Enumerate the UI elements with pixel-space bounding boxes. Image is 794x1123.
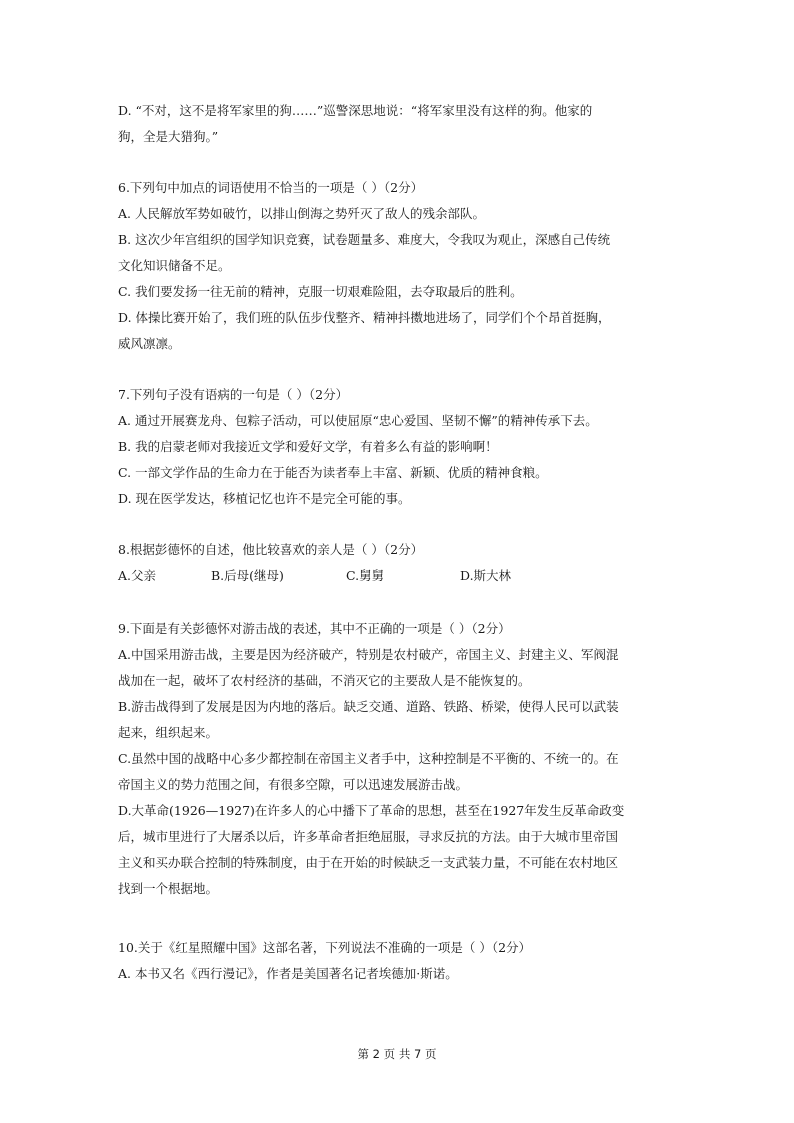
q6-option-a: A. 人民解放军势如破竹，以排山倒海之势歼灭了敌人的残余部队。 <box>118 206 485 221</box>
q9-option-d-line4: 找到一个根据地。 <box>118 881 219 896</box>
q9-option-d-line1: D.大革命(1926—1927)在许多人的心中播下了革命的思想，甚至在1927年发生反革命政变 <box>118 803 625 818</box>
q5-option-d-line1: D. “不对，这不是将军家里的狗……”巡警深思地说：“将军家里没有这样的狗。他家的 <box>118 103 593 118</box>
q9-option-d-line3: 主义和买办联合控制的特殊制度，由于在开始的时候缺乏一支武装力量，不可能在农村地区 <box>118 855 619 870</box>
q9-option-b-line1: B.游击战得到了发展是因为内地的落后。缺乏交通、道路、铁路、桥梁，使得人民可以武装 <box>118 699 619 714</box>
q9-stem: 9.下面是有关彭德怀对游击战的表述，其中不正确的一项是（ ）（2分） <box>118 621 511 636</box>
q8-option-b: B.后母(继母) <box>211 568 284 583</box>
q9-option-a-line2: 战加在一起，破坏了农村经济的基础，不消灭它的主要敌人是不能恢复的。 <box>118 673 531 688</box>
q8-stem: 8.根据彭德怀的自述，他比较喜欢的亲人是（ ）（2分） <box>118 542 424 557</box>
q7-stem: 7.下列句子没有语病的一句是（ ）（2分） <box>118 387 349 402</box>
q9-option-d-line2: 后，城市里进行了大屠杀以后，许多革命者拒绝屈服，寻求反抗的方法。由于大城市里帝国 <box>118 829 619 844</box>
q7-option-c: C. 一部文学作品的生命力在于能否为读者奉上丰富、新颖、优质的精神食粮。 <box>118 465 548 480</box>
q7-option-a: A. 通过开展赛龙舟、包粽子活动，可以使屈原“忠心爱国、坚韧不懈”的精神传承下去。 <box>118 413 598 428</box>
q7-option-d: D. 现在医学发达，移植记忆也许不是完全可能的事。 <box>118 491 411 506</box>
q6-option-b-line2: 文化知识储备不足。 <box>118 258 231 273</box>
q5-option-d-line2: 狗，全是大猎狗。” <box>118 129 219 144</box>
q9-option-c-line2: 帝国主义的势力范围之间，有很多空隙，可以迅速发展游击战。 <box>118 777 469 792</box>
q8-option-a: A.父亲 <box>118 568 157 583</box>
q9-option-c-line1: C.虽然中国的战略中心多少都控制在帝国主义者手中，这种控制是不平衡的、不统一的。在 <box>118 751 619 766</box>
q6-option-d-line1: D. 体操比赛开始了，我们班的队伍步伐整齐、精神抖擞地进场了，同学们个个昂首挺胸， <box>118 310 611 325</box>
q7-option-b: B. 我的启蒙老师对我接近文学和爱好文学，有着多么有益的影响啊！ <box>118 439 498 454</box>
q8-option-d: D.斯大林 <box>460 568 512 583</box>
q9-option-a-line1: A.中国采用游击战，主要是因为经济破产，特别是农村破产，帝国主义、封建主义、军阀混 <box>118 647 619 662</box>
q10-stem: 10.关于《红星照耀中国》这部名著，下列说法不准确的一项是（ ）（2分） <box>118 940 532 955</box>
q6-option-c: C. 我们要发扬一往无前的精神，克服一切艰难险阻，去夺取最后的胜利。 <box>118 284 523 299</box>
q6-option-b-line1: B. 这次少年宫组织的国学知识竞赛，试卷题量多、难度大，令我叹为观止，深感自己传统 <box>118 232 611 247</box>
q6-option-d-line2: 威风凛凛。 <box>118 336 181 351</box>
q10-option-a: A. 本书又名《西行漫记》，作者是美国著名记者埃德加·斯诺。 <box>118 966 458 981</box>
q8-option-c: C.舅舅 <box>346 568 385 583</box>
q6-stem: 6.下列句中加点的词语使用不恰当的一项是（ ）（2分） <box>118 180 424 195</box>
q9-option-b-line2: 起来，组织起来。 <box>118 725 219 740</box>
page-footer: 第 2 页 共 7 页 <box>357 1047 437 1061</box>
